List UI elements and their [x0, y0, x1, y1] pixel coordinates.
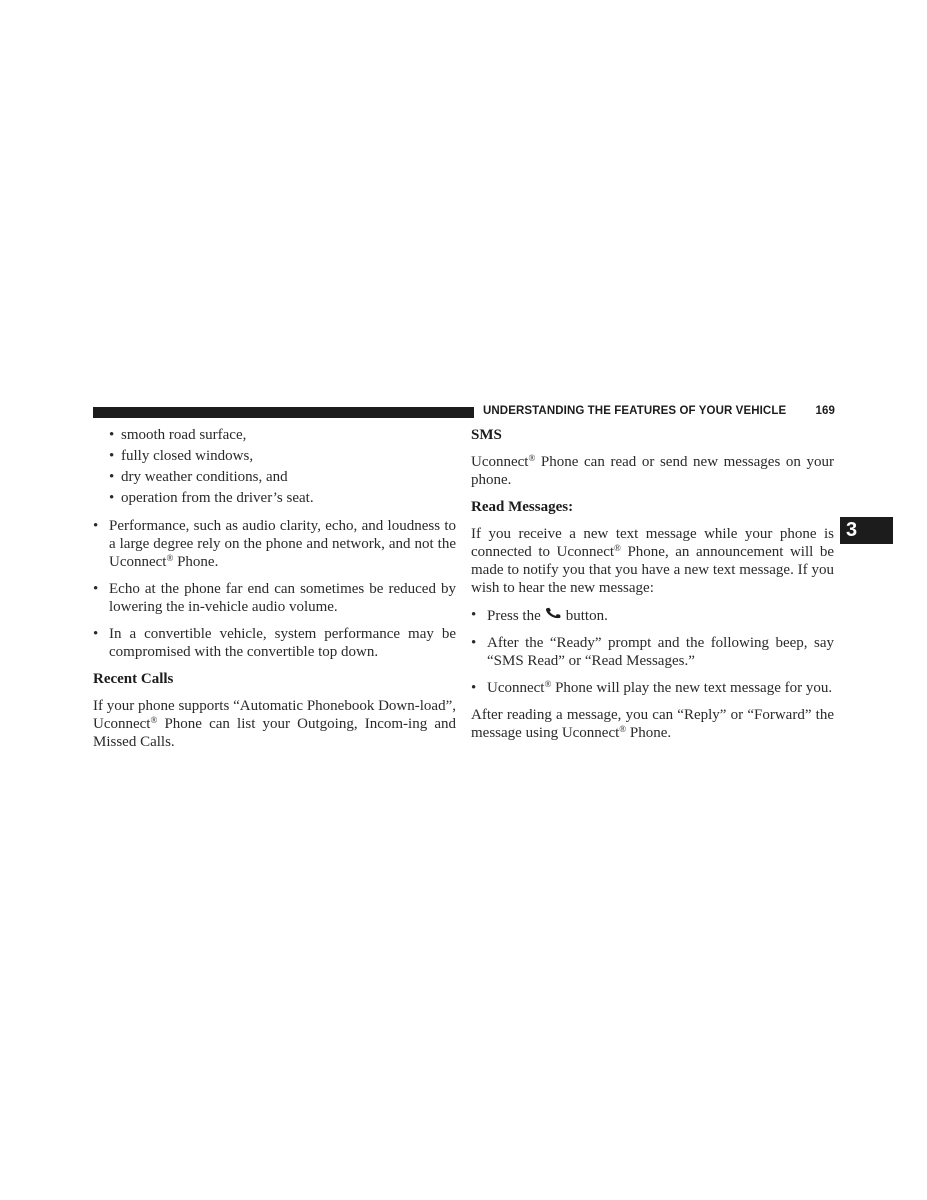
list-item: • In a convertible vehicle, system performance may be compromised with the convertible top down.: [93, 625, 456, 661]
read-messages-steps: [471, 606, 834, 697]
sms-heading: SMS: [471, 427, 502, 443]
list-item: • Performance, such as audio clarity, echo, and loudness to a large degree rely on the phone and network, and not the Uconnect® Phone.: [93, 517, 456, 571]
right-column: [471, 426, 834, 751]
page-number: 169: [815, 405, 835, 417]
read-messages-paragraph: If you receive a new text message while your phone is connected to Uconnect® Phone, an announcement will be made to notify you that you have a new text message. If you wish to hear the new message:: [471, 526, 834, 596]
closing-paragraph: After reading a message, you can “Reply” or “Forward” the message using Uconnect® Phone.: [471, 707, 834, 741]
list-item: • smooth road surface,: [93, 426, 456, 444]
list-item: • Uconnect® Phone will play the new text message for you.: [471, 679, 834, 697]
conditions-sub-list: [93, 426, 456, 507]
section-title: UNDERSTANDING THE FEATURES OF YOUR VEHICLE: [483, 405, 787, 417]
running-header: [483, 405, 835, 417]
header-rule: [93, 407, 474, 418]
list-item: • dry weather conditions, and: [93, 468, 456, 486]
left-column: [93, 426, 456, 760]
list-item: • operation from the driver’s seat.: [93, 489, 456, 507]
phone-icon: [545, 606, 564, 619]
list-item: • fully closed windows,: [93, 447, 456, 465]
list-item: • After the “Ready” prompt and the following beep, say “SMS Read” or “Read Messages.”: [471, 634, 834, 670]
list-item: • Echo at the phone far end can sometimes be reduced by lowering the in-vehicle audio volume.: [93, 580, 456, 616]
sms-paragraph: Uconnect® Phone can read or send new messages on your phone.: [471, 453, 834, 488]
read-messages-heading: Read Messages:: [471, 499, 574, 515]
chapter-tab: 3: [840, 517, 893, 544]
list-item: • Press the button.: [471, 606, 834, 625]
performance-notes-list: [93, 517, 456, 661]
recent-calls-paragraph: If your phone supports “Automatic Phonebook Down-load”, Uconnect® Phone can list your Outgoing, Incom-ing and Missed Calls.: [93, 698, 456, 750]
recent-calls-heading: Recent Calls: [93, 671, 174, 687]
